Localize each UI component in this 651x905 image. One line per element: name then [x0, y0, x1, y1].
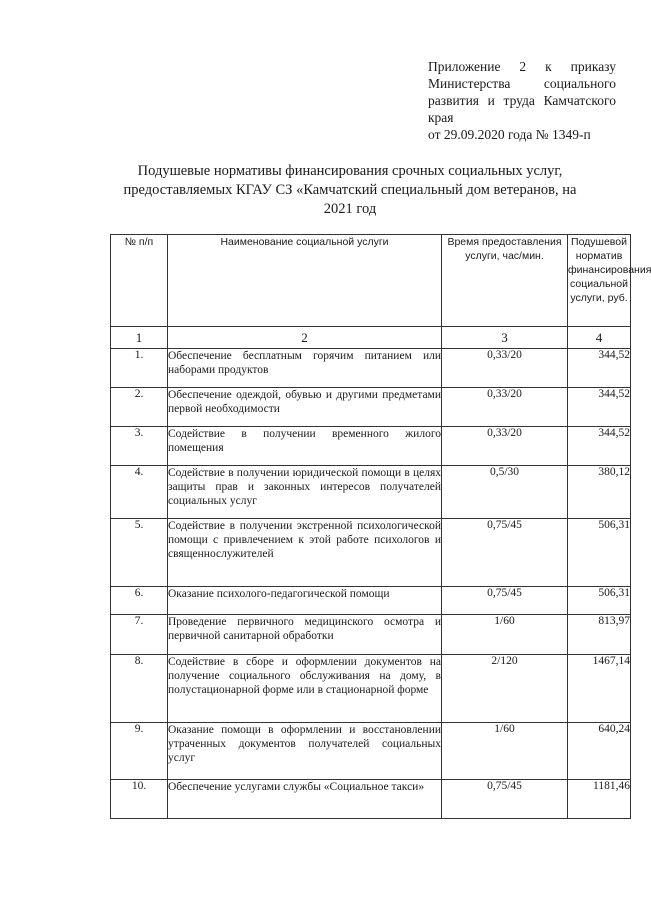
- service-norm: 640,24: [568, 723, 631, 780]
- annex-line: развития и труда Камчатского: [428, 93, 616, 108]
- annex-line: от 29.09.2020 года № 1349-п: [428, 127, 591, 142]
- header-time: Время предоставления услуги, час/мин.: [442, 235, 568, 327]
- header-number: № п/п: [111, 235, 168, 327]
- service-time: 1/60: [442, 615, 568, 655]
- service-name: Содействие в получении экстренной психологической помощи с привлечением к этой работе психологов и священнослужителей: [168, 519, 442, 587]
- table-body: [111, 349, 631, 819]
- service-time: 0,75/45: [442, 780, 568, 819]
- table-row: [111, 349, 631, 388]
- row-number: 9.: [111, 723, 168, 780]
- annex-line: края: [428, 110, 454, 125]
- service-norm: 506,31: [568, 519, 631, 587]
- service-name: Содействие в сборе и оформлении документов на получение социального обслуживания на дому, в полустационарной форме или в стационарной форме: [168, 655, 442, 723]
- row-number: 6.: [111, 587, 168, 615]
- service-time: 2/120: [442, 655, 568, 723]
- table-row: [111, 655, 631, 723]
- row-number: 1.: [111, 349, 168, 388]
- column-number-row: [111, 327, 631, 349]
- row-number: 3.: [111, 427, 168, 466]
- service-name: Обеспечение одеждой, обувью и другими предметами первой необходимости: [168, 388, 442, 427]
- table-row: [111, 519, 631, 587]
- service-norm: 1467,14: [568, 655, 631, 723]
- service-name: Содействие в получении временного жилого помещения: [168, 427, 442, 466]
- table-header-row: [111, 235, 631, 327]
- service-time: 0,33/20: [442, 427, 568, 466]
- table-row: [111, 615, 631, 655]
- service-name: Оказание помощи в оформлении и восстановлении утраченных документов получателей социальных услуг: [168, 723, 442, 780]
- service-time: 0,33/20: [442, 388, 568, 427]
- annex-block: [428, 58, 616, 143]
- service-name: Проведение первичного медицинского осмотра и первичной санитарной обработки: [168, 615, 442, 655]
- service-name: Обеспечение услугами службы «Социальное такси»: [168, 780, 442, 819]
- service-time: 1/60: [442, 723, 568, 780]
- service-norm: 344,52: [568, 427, 631, 466]
- table-row: [111, 427, 631, 466]
- column-number: 4: [568, 327, 631, 349]
- service-norm: 380,12: [568, 466, 631, 519]
- row-number: 5.: [111, 519, 168, 587]
- service-norm: 344,52: [568, 388, 631, 427]
- service-time: 0,75/45: [442, 587, 568, 615]
- service-name: Оказание психолого-педагогической помощи: [168, 587, 442, 615]
- row-number: 2.: [111, 388, 168, 427]
- service-norm: 1181,46: [568, 780, 631, 819]
- title-line: предоставляемых КГАУ СЗ «Камчатский специальный дом ветеранов, на: [123, 182, 577, 198]
- header-norm: Подушевой норматив финансирования социальной услуги, руб.: [568, 235, 631, 327]
- table-row: [111, 466, 631, 519]
- column-number: 1: [111, 327, 168, 349]
- table-row: [111, 780, 631, 819]
- service-name: Обеспечение бесплатным горячим питанием или наборами продуктов: [168, 349, 442, 388]
- annex-line: Приложение 2 к приказу: [428, 59, 616, 74]
- services-table: [110, 234, 651, 819]
- service-name: Содействие в получении юридической помощи в целях защиты прав и законных интересов получателей социальных услуг: [168, 466, 442, 519]
- service-time: 0,75/45: [442, 519, 568, 587]
- row-number: 10.: [111, 780, 168, 819]
- title-line: Подушевые нормативы финансирования срочных социальных услуг,: [137, 163, 563, 179]
- document-title: [100, 162, 600, 219]
- column-number: 3: [442, 327, 568, 349]
- row-number: 7.: [111, 615, 168, 655]
- table-row: [111, 388, 631, 427]
- header-service-name: Наименование социальной услуги: [168, 235, 442, 327]
- service-norm: 813,97: [568, 615, 631, 655]
- service-time: 0,33/20: [442, 349, 568, 388]
- column-number: 2: [168, 327, 442, 349]
- service-norm: 506,31: [568, 587, 631, 615]
- row-number: 8.: [111, 655, 168, 723]
- title-line: 2021 год: [323, 201, 377, 217]
- table-row: [111, 723, 631, 780]
- row-number: 4.: [111, 466, 168, 519]
- table-row: [111, 587, 631, 615]
- service-time: 0,5/30: [442, 466, 568, 519]
- service-norm: 344,52: [568, 349, 631, 388]
- annex-line: Министерства социального: [428, 76, 616, 91]
